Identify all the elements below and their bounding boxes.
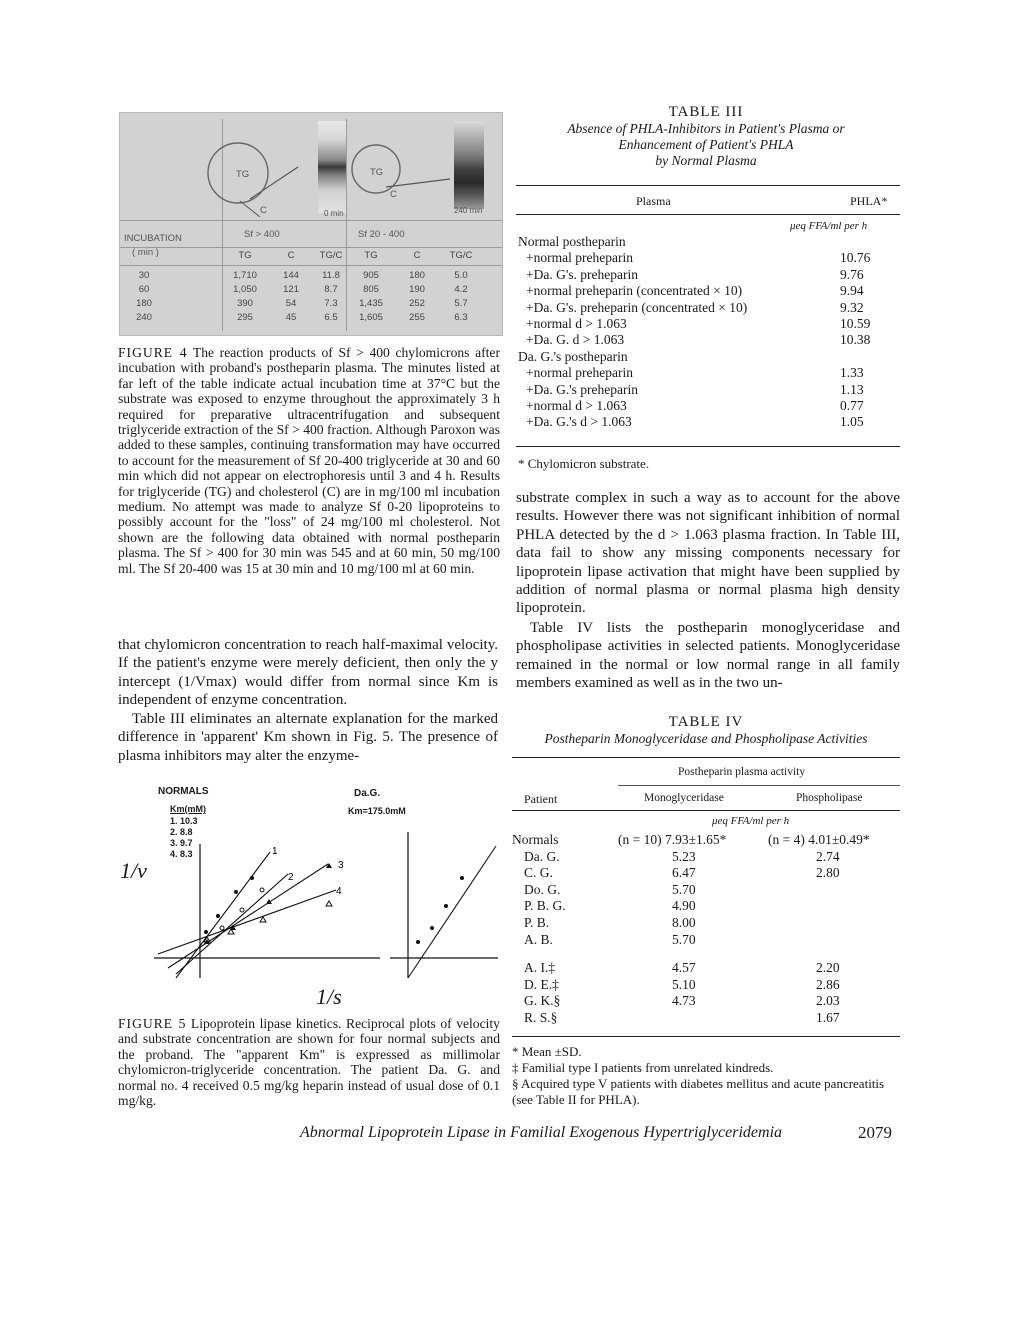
line-number-1: 1 bbox=[272, 846, 278, 857]
fig4-cell: 121 bbox=[283, 284, 299, 295]
table-3-row-value: 10.38 bbox=[840, 332, 871, 348]
figure-5 bbox=[118, 782, 500, 1012]
point-2a bbox=[220, 926, 224, 930]
table-3-row-value: 1.05 bbox=[840, 414, 864, 430]
table-3-row-label: Normal postheparin bbox=[518, 234, 626, 249]
table-4-units: μeq FFA/ml per h bbox=[712, 815, 790, 827]
table-3-row-label: +Da. G. d > 1.063 bbox=[526, 332, 625, 348]
figure-4-caption-text: The reaction products of Sf > 400 chylomicrons after incubation with proband's postheparin plasma. The minutes listed at far left of the table indicate actual incubation time at 37°C but the substrate was exposed to enzyme throughout the approximately 3 h required for preparative ultracentrifugation and subsequent triglyceride extraction of the Sf > 400 fraction. Although Paroxon was added to these samples, continuing transformation may have occurred to account for the measurement of Sf 20-400 triglyceride at 30 and 60 min which did not appear on electrophoresis until 3 and 4 h. Results for triglyceride (TG) and cholesterol (C) are in mg/100 ml incubation medium. No attempt was made to analyze Sf 0-20 lipoproteins to possibly account for the "loss" of 24 mg/100 ml cholesterol. Not shown are the following data obtained with normal postheparin plasma. The Sf > 400 for 30 min was 545 and at 60 min, 50 mg/100 ml. The Sf 20-400 was 15 at 30 min and 10 mg/100 ml at 60 min. bbox=[118, 345, 500, 576]
fig4-cell: 805 bbox=[363, 284, 379, 295]
fig4-cell: 6.3 bbox=[454, 312, 468, 323]
fig4-cell: 1,710 bbox=[233, 270, 257, 281]
photo-left-tg-label: TG bbox=[236, 169, 250, 180]
line-number-4: 4 bbox=[336, 886, 342, 897]
table-4-row-mono: 6.47 bbox=[672, 865, 696, 881]
table-4-row-mono: 5.23 bbox=[672, 848, 696, 864]
fig4-row-minutes: 30 bbox=[138, 270, 150, 281]
fig4-cell: 5.7 bbox=[454, 298, 468, 309]
table-3-row-label: +normal preheparin bbox=[526, 365, 633, 381]
photo-left-c-label: C bbox=[260, 205, 267, 216]
table-4-col-phos: Phospholipase bbox=[796, 792, 863, 804]
point-1b bbox=[216, 914, 220, 918]
line-number-3: 3 bbox=[338, 860, 344, 871]
fig4-col-header: TG bbox=[364, 250, 378, 261]
table-4-row-phos: (n = 4) 4.01±0.49* bbox=[768, 832, 870, 847]
table-3-subtitle-1: Absence of PHLA-Inhibitors in Patient's Plasma or bbox=[567, 121, 845, 136]
km-header: Km(mM) bbox=[170, 804, 206, 814]
fig4-cell: 255 bbox=[409, 312, 425, 323]
table-4-row-patient: C. G. bbox=[524, 865, 553, 881]
table-3-units: μeq FFA/ml per h bbox=[790, 220, 868, 232]
table-4-group-rule bbox=[618, 785, 900, 786]
fig4-col-header: TG/C bbox=[449, 250, 473, 261]
gel-0min-label: 0 min bbox=[324, 209, 344, 218]
table-3-subtitle-3: by Normal Plasma bbox=[655, 153, 757, 168]
fig4-cell: 1,435 bbox=[359, 298, 383, 309]
table-4-row-patient: P. B. bbox=[524, 915, 550, 930]
point-4d bbox=[326, 901, 332, 906]
gel-240min-label: 240 min bbox=[454, 206, 483, 215]
dag-title: Da.G. bbox=[354, 788, 381, 799]
table-3-row-label: +normal d > 1.063 bbox=[526, 316, 627, 331]
table-3-row-label: Da. G.'s postheparin bbox=[518, 348, 628, 364]
fig4-cell: 8.7 bbox=[324, 284, 338, 295]
fig4-cell: 5.0 bbox=[454, 270, 468, 281]
table-4-col-mono: Monoglyceridase bbox=[644, 792, 724, 804]
table-4-row-phos: 1.67 bbox=[816, 1010, 840, 1025]
table-4-row-patient: Do. G. bbox=[524, 881, 561, 897]
figure-4-caption bbox=[118, 345, 500, 576]
table-4-row-patient: Normals bbox=[512, 832, 559, 847]
fig4-cell: 45 bbox=[285, 312, 297, 323]
normal-line-2 bbox=[176, 874, 288, 974]
table-4-col-patient: Patient bbox=[524, 792, 558, 806]
fig4-col-header: TG/C bbox=[319, 250, 343, 261]
point-1d bbox=[250, 876, 254, 880]
right-paragraph-2: Table IV lists the postheparin monoglyceridase and phospholipase activities in selected patients. Monoglyceridase remained in the normal or low normal range in all family members examined as well as in the two un- bbox=[516, 620, 900, 692]
table-4-title-block bbox=[512, 714, 900, 747]
table-4-row-patient: Da. G. bbox=[524, 848, 560, 864]
fig4-col-header: C bbox=[413, 250, 421, 261]
table-3-row-value: 0.77 bbox=[840, 398, 864, 413]
left-paragraph-1: that chylomicron concentration to reach half-maximal velocity. If the patient's enzyme were merely deficient, then only the y intercept (1/Vmax) would differ from normal since Km is independent of enzyme concentration. bbox=[118, 637, 498, 709]
table-4-row-mono: 8.00 bbox=[672, 915, 696, 930]
table-3-row-label: +normal preheparin bbox=[526, 250, 633, 266]
table-4-header-rule bbox=[512, 810, 900, 811]
table-4-subtitle: Postheparin Monoglyceridase and Phospholipase Activities bbox=[544, 731, 868, 746]
table-3-title-block bbox=[512, 104, 900, 169]
km-list-item: 2. 8.8 bbox=[170, 827, 193, 837]
table-4-row-patient: G. K.§ bbox=[524, 993, 561, 1009]
point-2b bbox=[240, 908, 244, 912]
table-3-row-label: +Da. G's. preheparin (concentrated × 10) bbox=[526, 299, 748, 315]
left-paragraph-2: Table III eliminates an alternate explanation for the marked difference in 'apparent' Km shown in Fig. 5. The presence of plasma inhibitors may alter the enzyme- bbox=[118, 711, 498, 764]
table-4-row-phos: 2.03 bbox=[816, 993, 840, 1009]
table-4-row-mono: 4.73 bbox=[672, 993, 696, 1009]
dag-km: Km=175.0mM bbox=[348, 806, 406, 816]
table-3-footnote: * Chylomicron substrate. bbox=[518, 456, 650, 471]
fig4-cell: 180 bbox=[409, 270, 425, 281]
table-3-header-rule bbox=[516, 214, 900, 215]
km-list-item: 3. 9.7 bbox=[170, 838, 193, 848]
fig4-cell: 6.5 bbox=[324, 312, 338, 323]
km-list-item: 1. 10.3 bbox=[170, 816, 198, 826]
dag-point-a bbox=[416, 940, 420, 944]
figure-4-label: FIGURE 4 bbox=[118, 345, 188, 360]
fig4-cell: 905 bbox=[363, 270, 379, 281]
table-4-group-header: Postheparin plasma activity bbox=[678, 766, 806, 778]
table-4-row-phos: 2.20 bbox=[816, 960, 840, 976]
table-3-row-label: +normal d > 1.063 bbox=[526, 398, 627, 413]
table-4-row-phos: 2.80 bbox=[816, 865, 840, 881]
table-3-row-value: 9.76 bbox=[840, 266, 864, 282]
fig4-col-header: C bbox=[287, 250, 295, 261]
normal-line-3 bbox=[168, 864, 328, 968]
fig4-col-header: TG bbox=[238, 250, 252, 261]
km-list-item: 4. 8.3 bbox=[170, 849, 193, 859]
fig4-cell: 144 bbox=[283, 270, 299, 281]
table-3-top-rule bbox=[516, 185, 900, 186]
table-4-footnote-2: ‡ Familial type I patients from unrelated kindreds. bbox=[512, 1060, 774, 1075]
fig4-cell: 54 bbox=[285, 298, 297, 309]
fig4-cell: 1,605 bbox=[359, 312, 383, 323]
fig4-cell: 1,050 bbox=[233, 284, 257, 295]
table-3-title: TABLE III bbox=[668, 104, 744, 120]
table-3-col-plasma: Plasma bbox=[636, 194, 671, 208]
y-axis-label: 1/v bbox=[120, 858, 147, 883]
fig4-cell: 4.2 bbox=[454, 284, 468, 295]
normal-line-1 bbox=[176, 852, 270, 978]
table-3-row-label: +Da. G's. preheparin bbox=[526, 266, 639, 282]
incubation-min-header: ( min ) bbox=[132, 247, 159, 258]
fig4-row-minutes: 180 bbox=[136, 298, 152, 309]
table-4-top-rule bbox=[512, 757, 900, 758]
photo-right-c-label: C bbox=[390, 189, 397, 200]
point-1c bbox=[234, 890, 238, 894]
table-4-row-mono: 5.70 bbox=[672, 931, 696, 947]
fig4-cell: 7.3 bbox=[324, 298, 338, 309]
gel-strip-240min bbox=[454, 121, 484, 209]
table-3-row-value: 9.94 bbox=[840, 283, 864, 299]
table-4-row-patient: P. B. G. bbox=[524, 898, 566, 914]
table-4-row-patient: A. I.‡ bbox=[524, 960, 556, 976]
table-3-row-label: +normal preheparin (concentrated × 10) bbox=[526, 283, 743, 299]
dag-point-d bbox=[460, 876, 464, 880]
photo-right-tg-label: TG bbox=[370, 167, 384, 178]
figure-5-caption bbox=[118, 1016, 500, 1108]
page-number: 2079 bbox=[858, 1123, 892, 1142]
fig4-row-minutes: 240 bbox=[136, 312, 152, 323]
table-3-subtitle-2: Enhancement of Patient's PHLA bbox=[618, 137, 794, 152]
electrophoresis-diagram-left bbox=[200, 127, 320, 217]
table-4-footnote-1: * Mean ±SD. bbox=[512, 1044, 582, 1059]
fig4-cell: 252 bbox=[409, 298, 425, 309]
table-4-row-mono: (n = 10) 7.93±1.65* bbox=[618, 832, 727, 847]
right-paragraph-1: substrate complex in such a way as to account for the above results. However there was not significant inhibition of normal PHLA detected by the d > 1.063 plasma fraction. In Table III, data fail to show any missing components necessary for lipoprotein lipase activation that might have been supplied by addition of normal plasma or normal plasma high density lipoprotein. bbox=[516, 490, 900, 617]
table-4-row-patient: D. E.‡ bbox=[524, 976, 559, 992]
table-3-row-label: +Da. G.'s preheparin bbox=[526, 381, 639, 397]
table-3-bottom-rule bbox=[516, 446, 900, 447]
fig4-cell: 390 bbox=[237, 298, 253, 309]
table-4-row-phos: 2.86 bbox=[816, 976, 840, 992]
table-4-row-patient: A. B. bbox=[524, 931, 553, 947]
fig4-row-minutes: 60 bbox=[138, 284, 150, 295]
table-4-footnote-3: § Acquired type V patients with diabetes mellitus and acute pancreatitis (see Table II for PHLA). bbox=[512, 1076, 885, 1107]
table-3-row-value: 1.13 bbox=[840, 381, 864, 397]
normals-title: NORMALS bbox=[158, 786, 209, 797]
point-1a bbox=[204, 930, 208, 934]
table-4-row-patient: R. S.§ bbox=[524, 1010, 558, 1025]
incubation-header: INCUBATION bbox=[124, 233, 182, 244]
figure-5-caption-text: Lipoprotein lipase kinetics. Reciprocal plots of velocity and substrate concentration are shown for four normal subjects and the proband. The "apparent Km" is expressed as millimolar chylomicron-triglyceride concentration. The patient Da. G. and normal no. 4 received 0.5 mg/kg heparin instead of usual dose of 0.1 mg/kg. bbox=[118, 1016, 500, 1109]
group-sf-400: Sf > 400 bbox=[244, 229, 280, 240]
running-footer: Abnormal Lipoprotein Lipase in Familial Exogenous Hypertriglyceridemia bbox=[300, 1124, 783, 1141]
table-4-row-mono: 4.90 bbox=[672, 898, 696, 914]
table-4-row-phos: 2.74 bbox=[816, 848, 840, 864]
fig4-cell: 11.8 bbox=[322, 270, 340, 281]
fig4-cell: 190 bbox=[409, 284, 425, 295]
group-sf-20-400: Sf 20 - 400 bbox=[358, 229, 405, 240]
point-2c bbox=[260, 888, 264, 892]
table-4-row-mono: 5.70 bbox=[672, 881, 696, 897]
dag-point-b bbox=[430, 926, 434, 930]
table-4-footnotes bbox=[512, 1044, 900, 1108]
table-3-row-value: 1.33 bbox=[840, 365, 864, 381]
table-3-row-value: 10.59 bbox=[840, 316, 871, 331]
table-4-row-mono: 4.57 bbox=[672, 960, 696, 976]
table-4-row-mono: 5.10 bbox=[672, 976, 696, 992]
figure-5-label: FIGURE 5 bbox=[118, 1016, 187, 1031]
electrophoresis-diagram-right bbox=[340, 127, 470, 217]
normal-line-4 bbox=[158, 890, 336, 954]
kinetics-plot bbox=[118, 782, 500, 1012]
table-3-row-label: +Da. G.'s d > 1.063 bbox=[526, 414, 632, 430]
dag-point-c bbox=[444, 904, 448, 908]
table-3-row-value: 9.32 bbox=[840, 299, 864, 315]
table-4-bottom-rule bbox=[512, 1036, 900, 1037]
table-4-title: TABLE IV bbox=[668, 714, 744, 730]
line-number-2: 2 bbox=[288, 872, 294, 883]
x-axis-label: 1/s bbox=[316, 984, 342, 1009]
fig4-cell: 295 bbox=[237, 312, 253, 323]
point-3d bbox=[326, 863, 332, 868]
table-3-col-phla: PHLA* bbox=[850, 194, 888, 208]
point-4c bbox=[260, 917, 266, 922]
table-3-row-value: 10.76 bbox=[840, 250, 871, 266]
figure-4-image bbox=[119, 112, 503, 336]
